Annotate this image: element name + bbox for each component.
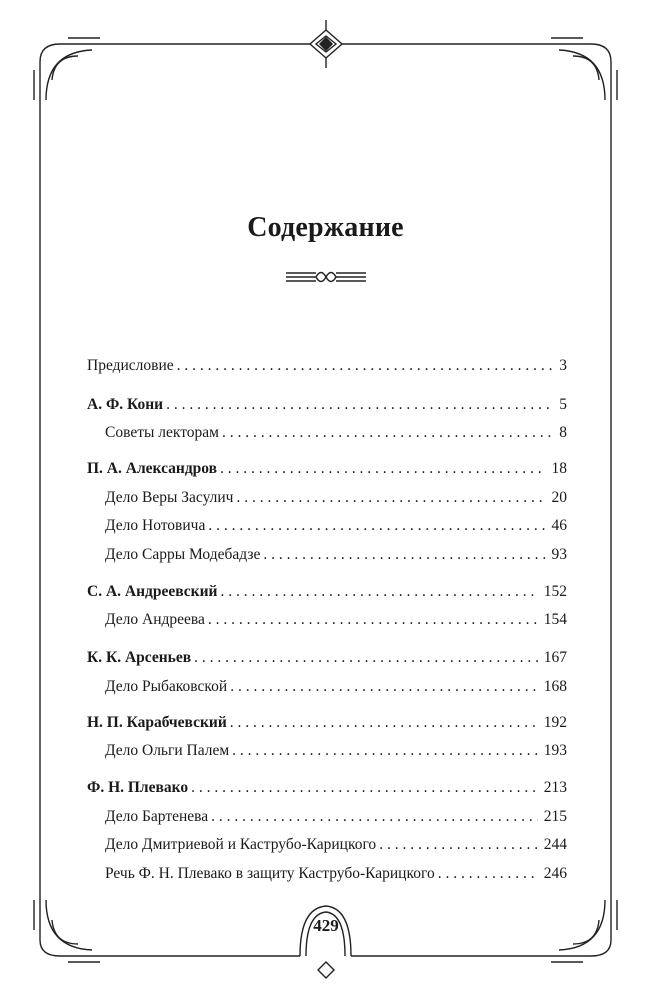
page-title: Содержание — [247, 212, 404, 243]
toc-entry-title: Советы лекторам — [105, 424, 219, 441]
toc-entry-rybakovskaya — [105, 676, 567, 698]
toc-entry-title: П. А. Александров — [87, 460, 218, 477]
toc-author-andreevsky — [87, 581, 567, 603]
toc-entry-page: 168 — [543, 678, 567, 695]
toc-entry-page: 192 — [543, 714, 567, 731]
toc-entry-title: Предисловие — [87, 357, 174, 374]
toc-entry-title: Речь Ф. Н. Плевако в защиту Каструбо-Карицкого — [105, 865, 435, 882]
toc-entry-title: Дело Рыбаковской — [105, 678, 228, 695]
toc-leader-dots — [208, 609, 538, 631]
toc-entry-page: 8 — [559, 424, 567, 441]
toc-entry-page: 5 — [559, 396, 567, 413]
toc-author-karabchevsky — [87, 712, 567, 734]
table-of-contents — [87, 0, 567, 1000]
toc-leader-dots — [194, 647, 538, 669]
toc-entry-page: 244 — [543, 836, 567, 853]
toc-entry-page: 93 — [551, 546, 567, 563]
toc-leader-dots — [263, 544, 545, 566]
toc-author-plevako — [87, 777, 567, 799]
toc-leader-dots — [191, 777, 538, 799]
toc-entry-page: 152 — [543, 583, 567, 600]
toc-entry-modebadze — [105, 544, 567, 566]
toc-entry-page: 46 — [551, 517, 567, 534]
toc-author-koni — [87, 394, 567, 416]
toc-author-aleksandrov — [87, 458, 567, 480]
toc-entry-page: 246 — [543, 865, 567, 882]
toc-leader-dots — [438, 863, 538, 885]
toc-entry-title: Дело Нотовича — [105, 517, 206, 534]
toc-entry-page: 167 — [543, 649, 567, 666]
toc-entry-plevako-speech — [105, 863, 567, 885]
toc-entry-zasulich — [105, 487, 567, 509]
toc-entry-page: 215 — [543, 808, 567, 825]
toc-leader-dots — [222, 422, 553, 444]
toc-leader-dots — [220, 581, 537, 603]
toc-entry-title: К. К. Арсеньев — [87, 649, 192, 666]
toc-entry-page: 18 — [551, 460, 567, 477]
toc-entry-title: Дело Ольги Палем — [105, 742, 230, 759]
toc-entry-title: Ф. Н. Плевако — [87, 779, 189, 796]
toc-entry-notovich — [105, 515, 567, 537]
toc-entry-title: Дело Сарры Модебадзе — [105, 546, 261, 563]
toc-leader-dots — [232, 740, 538, 762]
toc-leader-dots — [211, 806, 538, 828]
toc-leader-dots — [166, 394, 553, 416]
toc-leader-dots — [230, 712, 538, 734]
toc-author-arsenyev — [87, 647, 567, 669]
toc-entry-title: Дело Дмитриевой и Каструбо-Карицкого — [105, 836, 377, 853]
toc-entry-page: 154 — [543, 611, 567, 628]
toc-entry-andreev — [105, 609, 567, 631]
toc-leader-dots — [177, 355, 554, 377]
toc-leader-dots — [236, 487, 545, 509]
toc-entry-title: С. А. Андреевский — [87, 583, 218, 600]
toc-entry-title: А. Ф. Кони — [87, 396, 164, 413]
toc-leader-dots — [220, 458, 545, 480]
toc-entry-dmitrieva — [105, 834, 567, 856]
toc-entry-page: 213 — [543, 779, 567, 796]
toc-entry-olga-palem — [105, 740, 567, 762]
toc-leader-dots — [208, 515, 545, 537]
toc-entry-page: 3 — [559, 357, 567, 374]
toc-entry-title: Дело Бартенева — [105, 808, 209, 825]
toc-entry-title: Н. П. Карабчевский — [87, 714, 227, 731]
toc-entry-title: Дело Веры Засулич — [105, 489, 234, 506]
toc-entry-page: 193 — [543, 742, 567, 759]
toc-entry-sovety-lektoram — [105, 422, 567, 444]
toc-entry-bartenev — [105, 806, 567, 828]
page-number: 429 — [313, 916, 339, 935]
toc-entry-preface — [87, 355, 567, 377]
toc-leader-dots — [379, 834, 538, 856]
toc-leader-dots — [230, 676, 538, 698]
toc-entry-title: Дело Андреева — [105, 611, 205, 628]
toc-entry-page: 20 — [551, 489, 567, 506]
